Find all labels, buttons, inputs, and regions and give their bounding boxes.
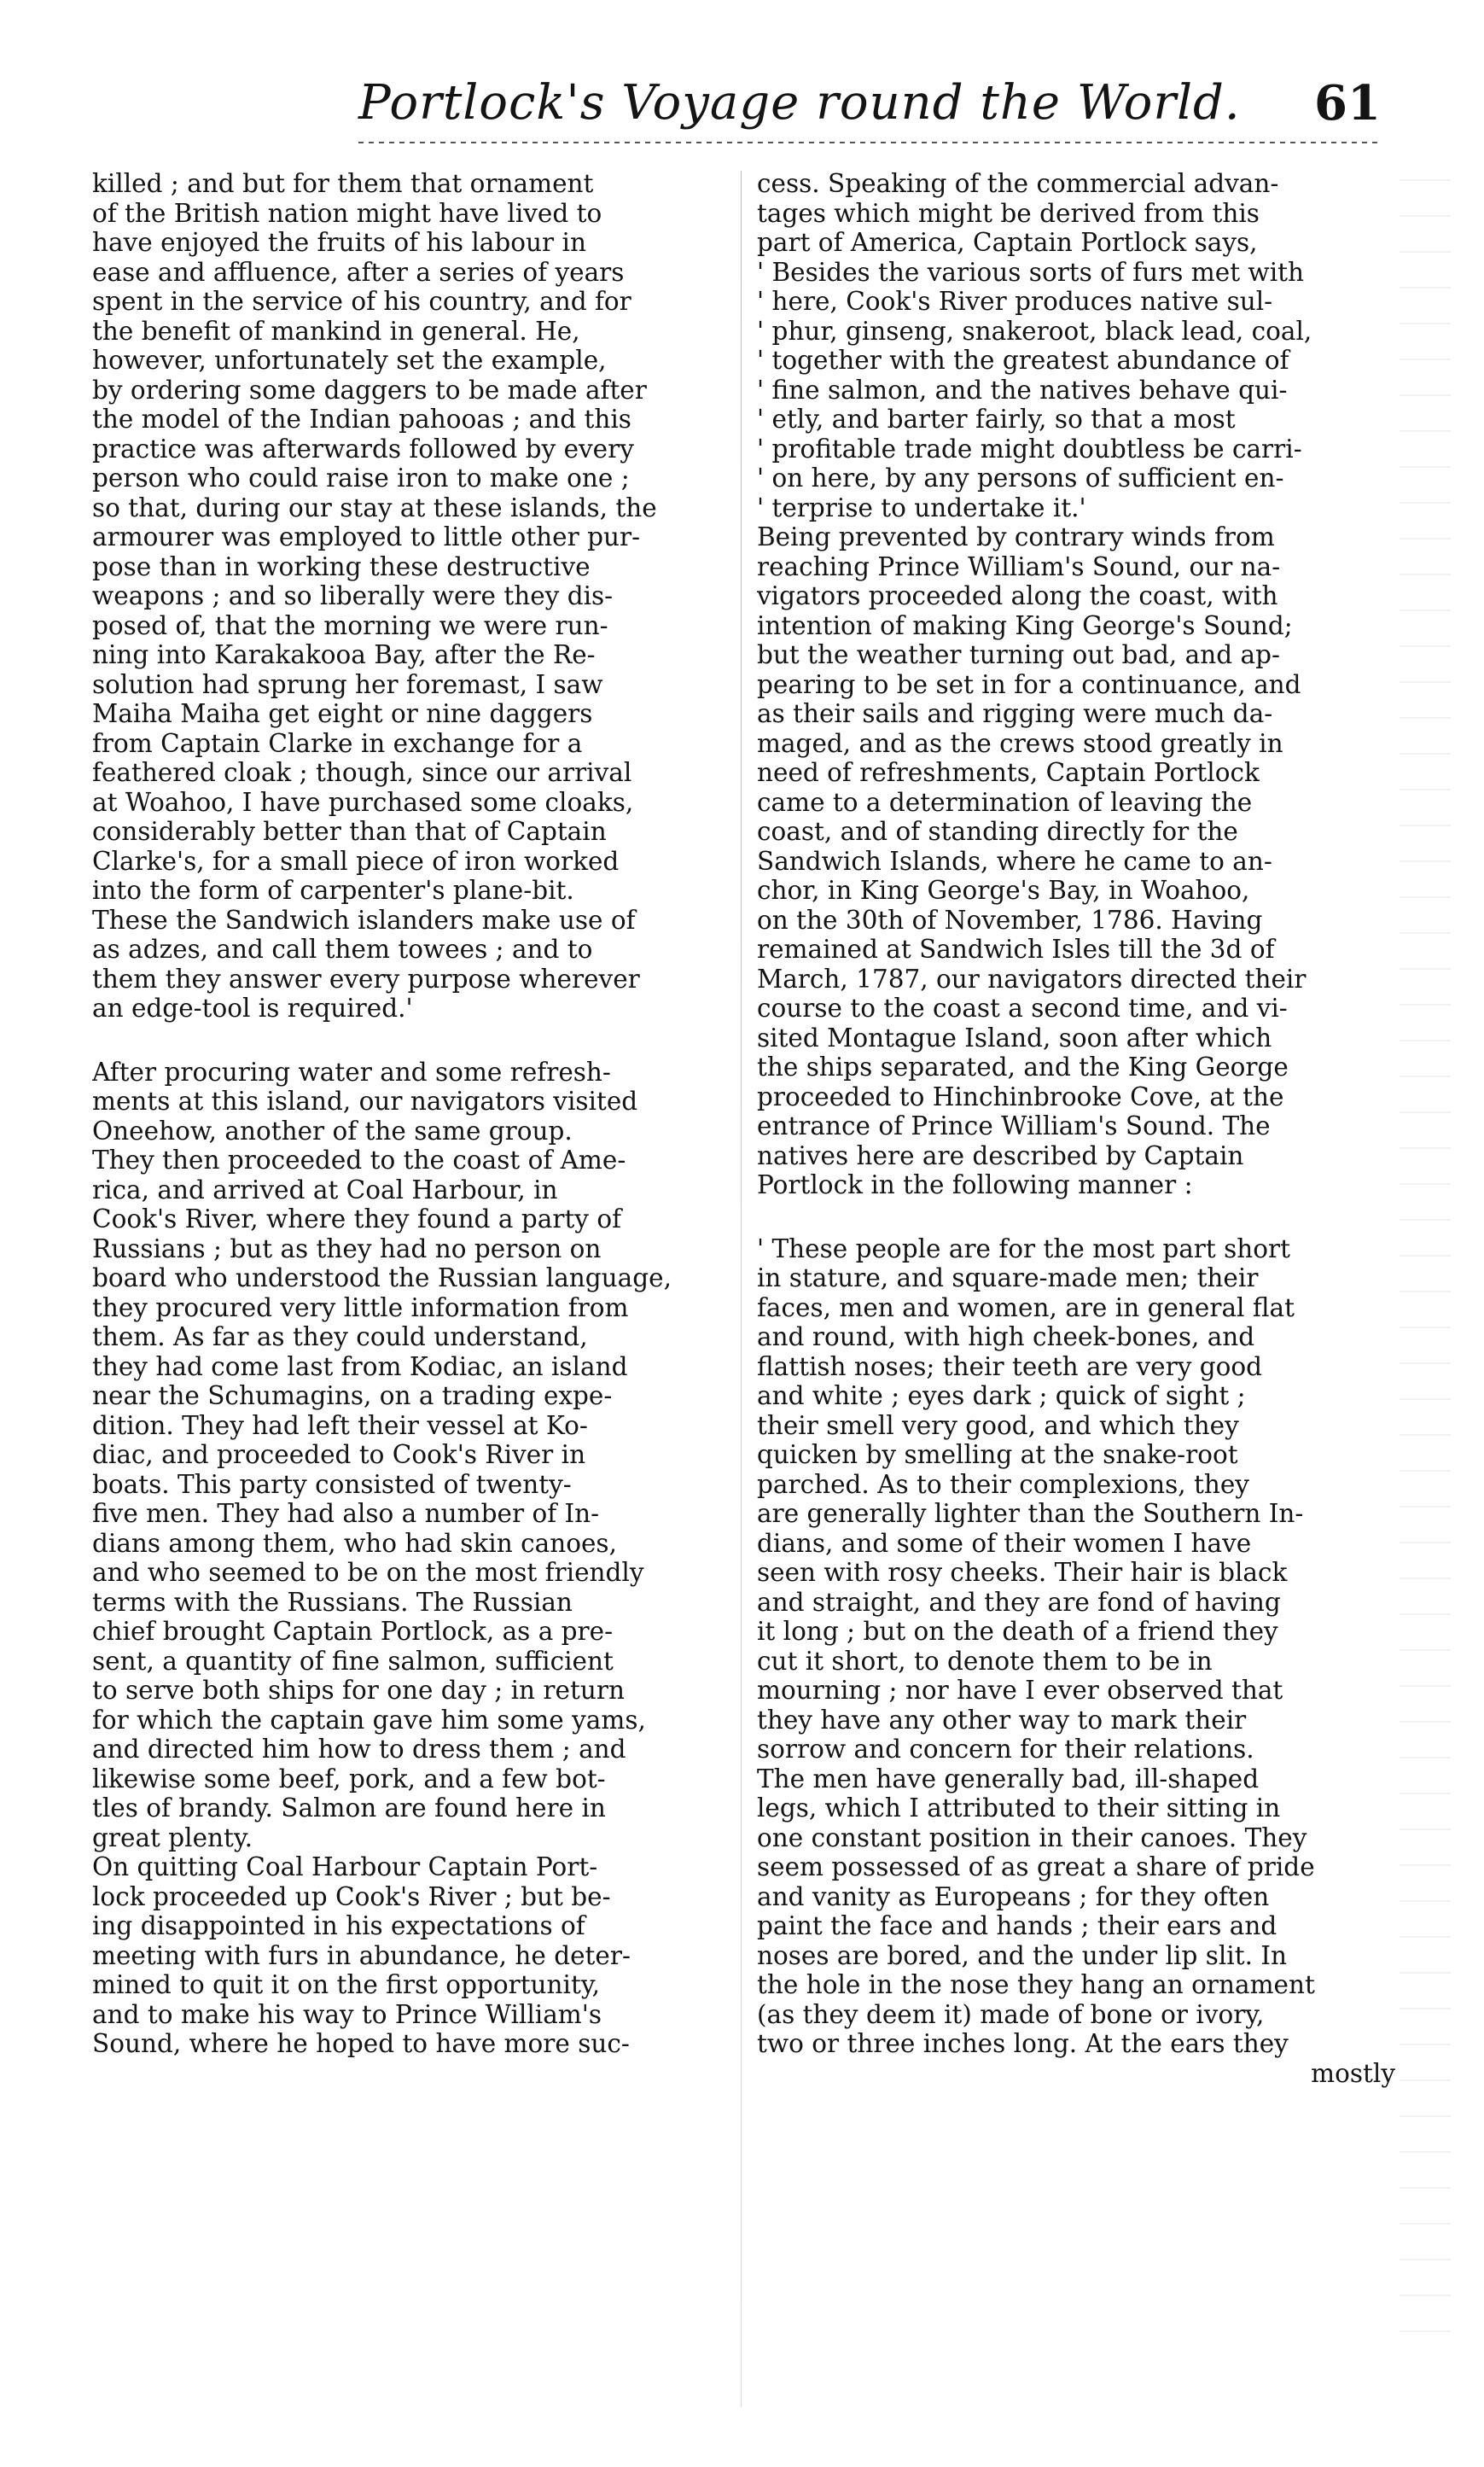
text-line: rica, and arrived at Coal Harbour, in (92, 1175, 558, 1204)
text-line: and white ; eyes dark ; quick of sight ; (757, 1381, 1246, 1410)
text-line: Clarke's, for a small piece of iron worked (92, 846, 620, 876)
text-line: considerably better than that of Captain (92, 817, 607, 846)
text-line: however, unfortunately set the example, (92, 346, 607, 375)
text-line: the ships separated, and the King George (757, 1053, 1289, 1082)
text-line: as their sails and rigging were much da- (757, 699, 1273, 728)
text-line: and who seemed to be on the most friendly (92, 1558, 644, 1587)
text-line: Portlock in the following manner : (757, 1170, 1193, 1199)
page-number: 61 (1314, 75, 1381, 131)
text-line: sorrow and concern for their relations. (757, 1735, 1254, 1764)
text-line: faces, men and women, are in general flat (757, 1292, 1295, 1322)
text-line: and round, with high cheek-bones, and (757, 1322, 1255, 1351)
text-line: legs, which I attributed to their sitting in (757, 1793, 1281, 1823)
text-line: part of America, Captain Portlock says, (757, 228, 1258, 257)
text-line: near the Schumagins, on a trading expe- (92, 1381, 613, 1410)
text-line: and straight, and they are fond of having (757, 1587, 1281, 1617)
text-line: ' here, Cook's River produces native sul- (757, 287, 1273, 316)
text-line: into the form of carpenter's plane-bit. (92, 876, 574, 905)
text-line: are generally lighter than the Southern In- (757, 1499, 1304, 1528)
text-line: On quitting Coal Harbour Captain Port- (92, 1852, 598, 1881)
text-line: solution had sprung her foremast, I saw (92, 669, 603, 699)
header-rule (358, 142, 1382, 143)
text-line: They then proceeded to the coast of Ame- (92, 1146, 626, 1175)
text-line: them they answer every purpose wherever (92, 964, 640, 994)
text-line: remained at Sandwich Isles till the 3d of (757, 935, 1275, 964)
text-line: have enjoyed the fruits of his labour in (92, 228, 586, 257)
text-line: cut it short, to denote them to be in (757, 1646, 1213, 1676)
scan-speckle (1400, 145, 1451, 2365)
text-line: them. As far as they could understand, (92, 1322, 588, 1351)
text-line: boats. This party consisted of twenty- (92, 1469, 572, 1499)
text-line: killed ; and but for them that ornament (92, 169, 594, 198)
catchword: mostly (1311, 2058, 1395, 2088)
text-line: flattish noses; their teeth are very good (757, 1351, 1263, 1381)
running-head (0, 75, 1484, 143)
text-line: course to the coast a second time, and vi- (757, 994, 1288, 1023)
text-line: dians among them, who had skin canoes, (92, 1528, 617, 1558)
text-line: paint the face and hands ; their ears and (757, 1911, 1277, 1940)
text-line: the hole in the nose they hang an ornament (757, 1970, 1315, 1999)
text-line: posed of, that the morning we were run- (92, 610, 608, 640)
text-line: Sound, where he hoped to have more suc- (92, 2029, 630, 2058)
running-title: Portlock's Voyage round the World. (358, 75, 1241, 131)
text-line: the benefit of mankind in general. He, (92, 316, 580, 346)
text-line: Maiha Maiha get eight or nine daggers (92, 699, 593, 728)
text-line: ' fine salmon, and the natives behave qui- (757, 375, 1288, 405)
text-line: in stature, and square-made men; their (757, 1263, 1259, 1292)
text-line: they procured very little information from (92, 1292, 629, 1322)
text-line: These the Sandwich islanders make use of (92, 905, 636, 935)
text-line: ments at this island, our navigators visited (92, 1087, 638, 1116)
text-line: ' profitable trade might doubtless be carri- (757, 434, 1302, 464)
paragraph-gap (92, 1024, 730, 1058)
text-line: After procuring water and some refresh- (92, 1057, 611, 1087)
text-line: weapons ; and so liberally were they dis- (92, 581, 614, 610)
text-line: to serve both ships for one day ; in return (92, 1676, 625, 1705)
text-line: came to a determination of leaving the (757, 787, 1253, 817)
text-line: chor, in King George's Bay, in Woahoo, (757, 876, 1250, 905)
text-line: maged, and as the crews stood greatly in (757, 728, 1283, 758)
text-line: ' phur, ginseng, snakeroot, black lead, coal, (757, 316, 1312, 346)
text-line: ning into Karakakooa Bay, after the Re- (92, 640, 596, 669)
text-line: ing disappointed in his expectations of (92, 1911, 585, 1940)
text-line: and vanity as Europeans ; for they often (757, 1881, 1270, 1911)
text-line: Russians ; but as they had no person on (92, 1234, 602, 1263)
text-line: pose than in working these destructive (92, 551, 591, 581)
text-line: board who understood the Russian language, (92, 1263, 672, 1292)
text-line: need of refreshments, Captain Portlock (757, 758, 1260, 787)
text-line: an edge-tool is required.' (92, 994, 413, 1023)
text-line: parched. As to their complexions, they (757, 1469, 1249, 1499)
text-line: they had come last from Kodiac, an island (92, 1351, 628, 1381)
text-line: and directed him how to dress them ; and (92, 1735, 626, 1764)
text-line: spent in the service of his country, and for (92, 287, 631, 316)
text-line: ' etly, and barter fairly, so that a most (757, 405, 1236, 434)
text-line: by ordering some daggers to be made after (92, 375, 647, 405)
text-line: so that, during our stay at these islands, the (92, 493, 657, 522)
text-line: coast, and of standing directly for the (757, 817, 1238, 846)
text-line: quicken by smelling at the snake-root (757, 1440, 1238, 1469)
text-line: Cook's River, where they found a party of (92, 1204, 622, 1234)
text-line: diac, and proceeded to Cook's River in (92, 1440, 586, 1469)
text-line: they have any other way to mark their (757, 1705, 1247, 1735)
text-line: on the 30th of November, 1786. Having (757, 905, 1263, 935)
text-line: tles of brandy. Salmon are found here in (92, 1793, 606, 1823)
text-line: intention of making King George's Sound; (757, 610, 1293, 640)
text-line: Being prevented by contrary winds from (757, 522, 1275, 551)
text-line: feathered cloak ; though, since our arrival (92, 758, 632, 787)
text-line: noses are bored, and the under lip slit. In (757, 1940, 1287, 1970)
text-line: cess. Speaking of the commercial advan- (757, 169, 1279, 198)
text-line: tages which might be derived from this (757, 198, 1260, 228)
text-line: reaching Prince William's Sound, our na- (757, 551, 1281, 581)
text-line: their smell very good, and which they (757, 1410, 1239, 1440)
text-line: proceeded to Hinchinbrooke Cove, at the (757, 1082, 1284, 1111)
text-line: March, 1787, our navigators directed their (757, 964, 1307, 994)
text-line: chief brought Captain Portlock, as a pre- (92, 1617, 614, 1646)
text-line: Sandwich Islands, where he came to an- (757, 846, 1272, 876)
paragraph-gap (757, 1200, 1395, 1234)
text-line: the model of the Indian pahooas ; and this (92, 405, 631, 434)
text-line: likewise some beef, pork, and a few bot- (92, 1764, 606, 1793)
text-line: great plenty. (92, 1823, 253, 1852)
left-column (92, 169, 730, 2059)
text-line: two or three inches long. At the ears they (757, 2029, 1289, 2058)
text-line: armourer was employed to little other pur- (92, 522, 641, 551)
text-line: of the British nation might have lived to (92, 198, 602, 228)
text-line: mourning ; nor have I ever observed that (757, 1676, 1283, 1705)
text-line: seen with rosy cheeks. Their hair is black (757, 1558, 1288, 1587)
text-line: terms with the Russians. The Russian (92, 1587, 573, 1617)
text-line: sited Montague Island, soon after which (757, 1023, 1272, 1053)
text-line: ' terprise to undertake it.' (757, 493, 1086, 522)
text-line: lock proceeded up Cook's River ; but be- (92, 1881, 611, 1911)
text-line: vigators proceeded along the coast, with (757, 581, 1278, 610)
text-line: meeting with furs in abundance, he deter- (92, 1940, 631, 1970)
text-line: entrance of Prince William's Sound. The (757, 1111, 1271, 1140)
text-line: one constant position in their canoes. They (757, 1823, 1307, 1852)
text-line: ease and affluence, after a series of years (92, 257, 625, 287)
text-line: ' on here, by any persons of sufficient en- (757, 464, 1284, 493)
text-line: natives here are described by Captain (757, 1140, 1244, 1170)
column-divider (741, 171, 742, 2407)
text-line: (as they deem it) made of bone or ivory, (757, 1999, 1265, 2029)
text-line: The men have generally bad, ill-shaped (757, 1764, 1260, 1793)
text-line: ' These people are for the most part short (757, 1234, 1290, 1263)
text-line: and to make his way to Prince William's (92, 1999, 602, 2029)
text-line: dians, and some of their women I have (757, 1528, 1252, 1558)
text-line: for which the captain gave him some yams, (92, 1705, 646, 1735)
text-line: ' Besides the various sorts of furs met with (757, 257, 1304, 287)
text-line: but the weather turning out bad, and ap- (757, 640, 1280, 669)
text-line: mined to quit it on the first opportunity, (92, 1970, 600, 1999)
text-line: Oneehow, another of the same group. (92, 1116, 573, 1146)
text-line: it long ; but on the death of a friend they (757, 1617, 1278, 1646)
text-line: sent, a quantity of fine salmon, sufficient (92, 1646, 614, 1676)
text-line: person who could raise iron to make one ; (92, 464, 630, 493)
text-line: pearing to be set in for a continuance, and (757, 669, 1301, 699)
text-line: five men. They had also a number of In- (92, 1499, 600, 1528)
text-line: ' together with the greatest abundance of (757, 346, 1289, 375)
text-line: practice was afterwards followed by every (92, 434, 634, 464)
text-line: from Captain Clarke in exchange for a (92, 728, 583, 758)
text-line: at Woahoo, I have purchased some cloaks, (92, 787, 634, 817)
text-line: as adzes, and call them towees ; and to (92, 935, 593, 964)
text-line: dition. They had left their vessel at Ko- (92, 1410, 588, 1440)
right-column (757, 169, 1395, 2088)
text-line: seem possessed of as great a share of pride (757, 1852, 1315, 1881)
